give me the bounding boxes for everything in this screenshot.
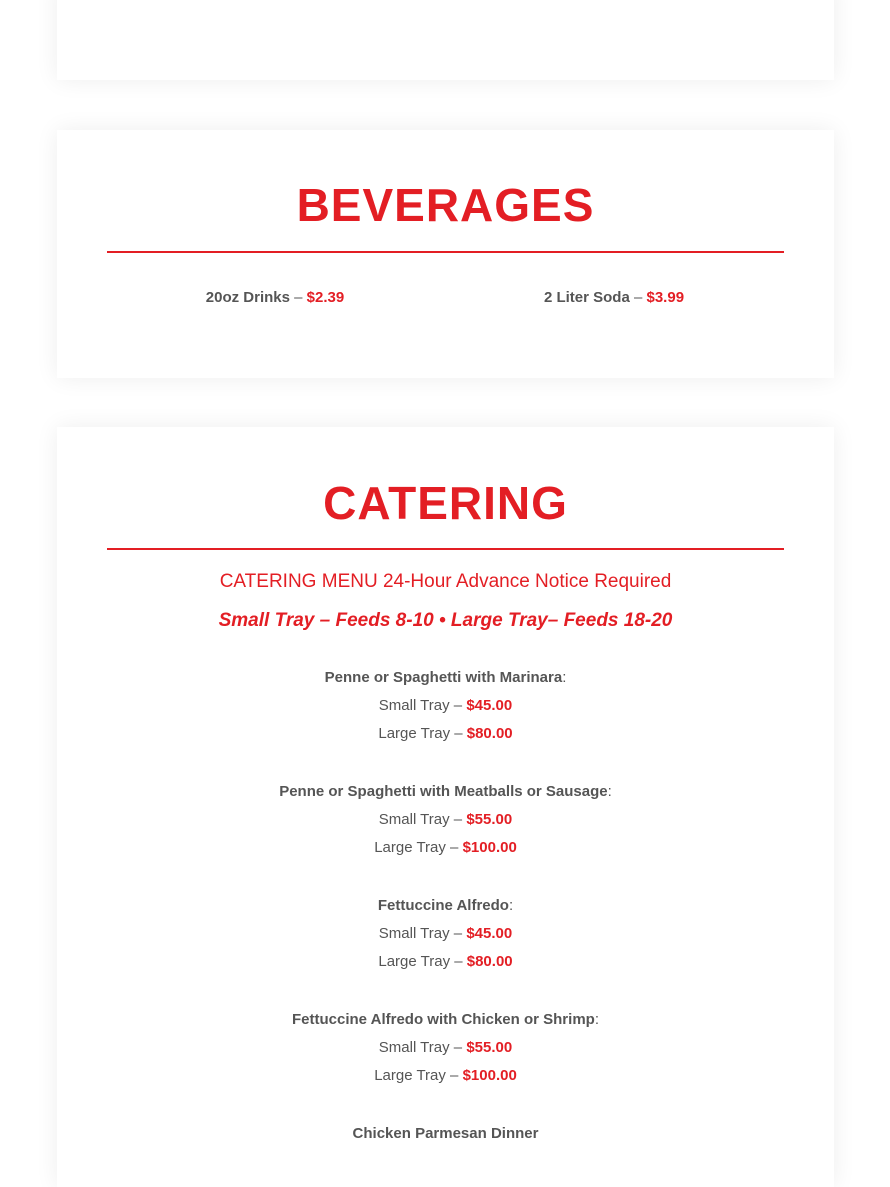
beverage-separator: – bbox=[289, 289, 307, 306]
beverage-name: 2 Liter Soda bbox=[543, 289, 630, 306]
catering-item-name: Penne or Spaghetti with Marinara bbox=[324, 669, 563, 686]
small-tray-price: $55.00 bbox=[466, 1039, 513, 1056]
small-tray-label: Small Tray – bbox=[378, 925, 467, 942]
small-tray-label: Small Tray – bbox=[378, 697, 467, 714]
catering-tray-sizes: Small Tray – Feeds 8-10 • Large Tray– Feeds 18-20 bbox=[218, 610, 673, 631]
large-tray-label: Large Tray – bbox=[374, 1067, 463, 1084]
beverages-divider bbox=[107, 251, 784, 253]
catering-notice: CATERING MENU 24-Hour Advance Notice Required bbox=[219, 571, 672, 592]
catering-item-name: Chicken Parmesan Dinner bbox=[352, 1125, 539, 1142]
beverages-heading: BEVERAGES bbox=[296, 179, 595, 231]
small-tray-label: Small Tray – bbox=[378, 1039, 467, 1056]
small-tray-price: $55.00 bbox=[466, 811, 513, 828]
large-tray-price: $100.00 bbox=[462, 839, 517, 856]
beverage-name: 20oz Drinks bbox=[205, 289, 290, 306]
large-tray-price: $80.00 bbox=[466, 953, 513, 970]
large-tray-price: $80.00 bbox=[466, 725, 513, 742]
catering-item-name: Fettuccine Alfredo bbox=[377, 897, 509, 914]
catering-card bbox=[57, 427, 834, 1187]
beverages-card bbox=[57, 130, 834, 378]
small-tray-price: $45.00 bbox=[466, 697, 513, 714]
catering-item: Fettuccine Alfredo with Chicken or Shrimp: Small Tray – $55.00 Large Tray – $100.00 bbox=[292, 1011, 599, 1084]
large-tray-label: Large Tray – bbox=[378, 953, 467, 970]
small-tray-price: $45.00 bbox=[466, 925, 513, 942]
catering-item bbox=[57, 1120, 834, 1148]
large-tray-price: $100.00 bbox=[462, 1067, 517, 1084]
catering-item-name: Fettuccine Alfredo with Chicken or Shrimp bbox=[292, 1011, 595, 1028]
beverage-item-20oz bbox=[125, 289, 425, 306]
catering-item: Penne or Spaghetti with Marinara: Small Tray – $45.00 Large Tray – $80.00 bbox=[324, 669, 567, 742]
small-tray-label: Small Tray – bbox=[378, 811, 467, 828]
catering-divider bbox=[107, 548, 784, 550]
beverage-price: $3.99 bbox=[646, 289, 685, 306]
catering-item: Penne or Spaghetti with Meatballs or Sausage: Small Tray – $55.00 Large Tray – $100.00 bbox=[279, 783, 612, 856]
beverage-separator: – bbox=[629, 289, 647, 306]
catering-item-name: Penne or Spaghetti with Meatballs or Sausage bbox=[279, 783, 608, 800]
previous-menu-card bbox=[57, 0, 834, 80]
beverage-price: $2.39 bbox=[306, 289, 345, 306]
large-tray-label: Large Tray – bbox=[374, 839, 463, 856]
catering-heading: CATERING bbox=[323, 477, 568, 529]
beverage-item-2-liter bbox=[464, 289, 764, 306]
catering-item: Fettuccine Alfredo: Small Tray – $45.00 Large Tray – $80.00 bbox=[377, 897, 514, 970]
catering-item-list bbox=[57, 664, 834, 1178]
large-tray-label: Large Tray – bbox=[378, 725, 467, 742]
